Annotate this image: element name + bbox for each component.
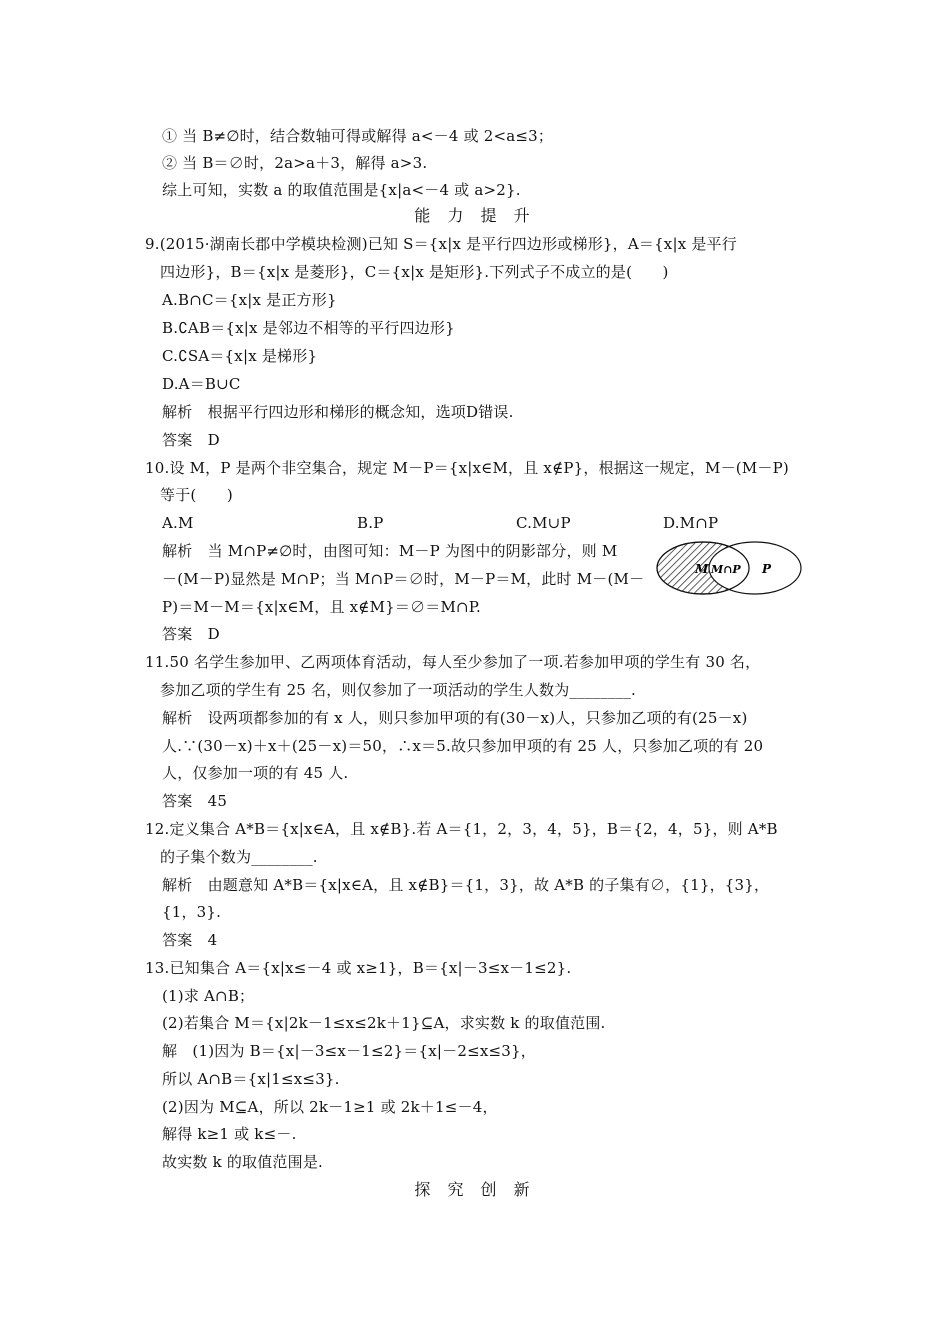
solution: 解 (1)因为 B＝{x|－3≤x－1≤2}＝{x|－2≤x≤3}， [162,1042,536,1060]
venn-diagram [655,540,805,596]
option-b: B.∁AB＝{x|x 是邻边不相等的平行四边形} [162,319,455,337]
text-line: 故实数 k 的取值范围是. [162,1153,323,1171]
text-line: ② 当 B＝∅时，2a>a＋3，解得 a>3. [162,154,428,172]
text-line: (2)因为 M⊆A，所以 2k－1≥1 或 2k＋1≤－4， [162,1098,498,1116]
section-heading: 能 力 提 升 [414,206,536,225]
text-line: 综上可知，实数 a 的取值范围是{x|a<－4 或 a>2}. [162,181,521,199]
option-a: A.B∩C＝{x|x 是正方形} [162,291,337,309]
text-line: {1，3}. [162,903,222,921]
answer: 答案 45 [162,792,228,810]
answer: 答案 D [162,431,220,449]
text-line: 人.∵(30－x)＋x＋(25－x)＝50，∴x＝5.故只参加甲项的有 25 人，只参加乙项的有 20 [162,737,764,755]
text-line: (1)求 A∩B； [162,987,255,1005]
section-heading: 探 究 创 新 [414,1180,536,1199]
text-line: (2)若集合 M＝{x|2k－1≤x≤2k＋1}⊆A，求实数 k 的取值范围. [162,1014,606,1032]
venn-label-p: P [762,562,772,576]
text-line: ① 当 B≠∅时，结合数轴可得或解得 a<－4 或 2<a≤3； [162,127,554,145]
question-10: 10.设 M，P 是两个非空集合，规定 M－P＝{x|x∈M，且 x∉P}，根据这一规定，M－(M－P) [145,459,789,477]
option-c: C.∁SA＝{x|x 是梯形} [162,347,318,365]
venn-label-m: M [695,562,709,576]
text-line: －(M－P)显然是 M∩P；当 M∩P＝∅时，M－P＝M，此时 M－(M－ [162,570,645,588]
text-line: 的子集个数为________. [160,848,318,866]
text-line: P)＝M－M＝{x|x∈M，且 x∉M}＝∅＝M∩P. [162,598,482,616]
text-line: 人，仅参加一项的有 45 人. [162,764,349,782]
question-13: 13.已知集合 A＝{x|x≤－4 或 x≥1}，B＝{x|－3≤x－1≤2}. [145,959,572,977]
question-12: 12.定义集合 A*B＝{x|x∈A，且 x∉B}.若 A＝{1，2，3，4，5}，B＝{2，4，5}，则 A*B [145,820,778,838]
answer: 答案 4 [162,931,218,949]
answer: 答案 D [162,625,220,643]
text-line: 所以 A∩B＝{x|1≤x≤3}. [162,1070,340,1088]
text-line: 等于( ) [160,486,233,504]
solution: 解析 由题意知 A*B＝{x|x∈A，且 x∉B}＝{1，3}，故 A*B 的子集有∅，{1}，{3}， [162,876,770,894]
text-line: 解得 k≥1 或 k≤－. [162,1125,297,1143]
text-line: 参加乙项的学生有 25 名，则仅参加了一项活动的学生人数为________. [160,681,636,699]
question-9: 9.(2015·湖南长郡中学模块检测)已知 S＝{x|x 是平行四边形或梯形}，A＝{x|x 是平行 [145,235,737,253]
text-line: 四边形}，B＝{x|x 是菱形}，C＝{x|x 是矩形}.下列式子不成立的是( ) [160,263,669,281]
solution: 解析 当 M∩P≠∅时，由图可知：M－P 为图中的阴影部分，则 M [162,542,618,560]
option-d: D.A＝B∪C [162,375,241,393]
option-b: B.P [357,514,384,532]
solution: 解析 根据平行四边形和梯形的概念知，选项D错误. [162,403,514,421]
option-c: C.M∪P [516,514,571,532]
option-d: D.M∩P [663,514,719,532]
solution: 解析 设两项都参加的有 x 人，则只参加甲项的有(30－x)人，只参加乙项的有(25－x) [162,709,748,727]
venn-label-intersection: M∩P [711,563,741,576]
option-a: A.M [162,514,194,532]
question-11: 11.50 名学生参加甲、乙两项体育活动，每人至少参加了一项.若参加甲项的学生有 30 名， [145,653,761,671]
